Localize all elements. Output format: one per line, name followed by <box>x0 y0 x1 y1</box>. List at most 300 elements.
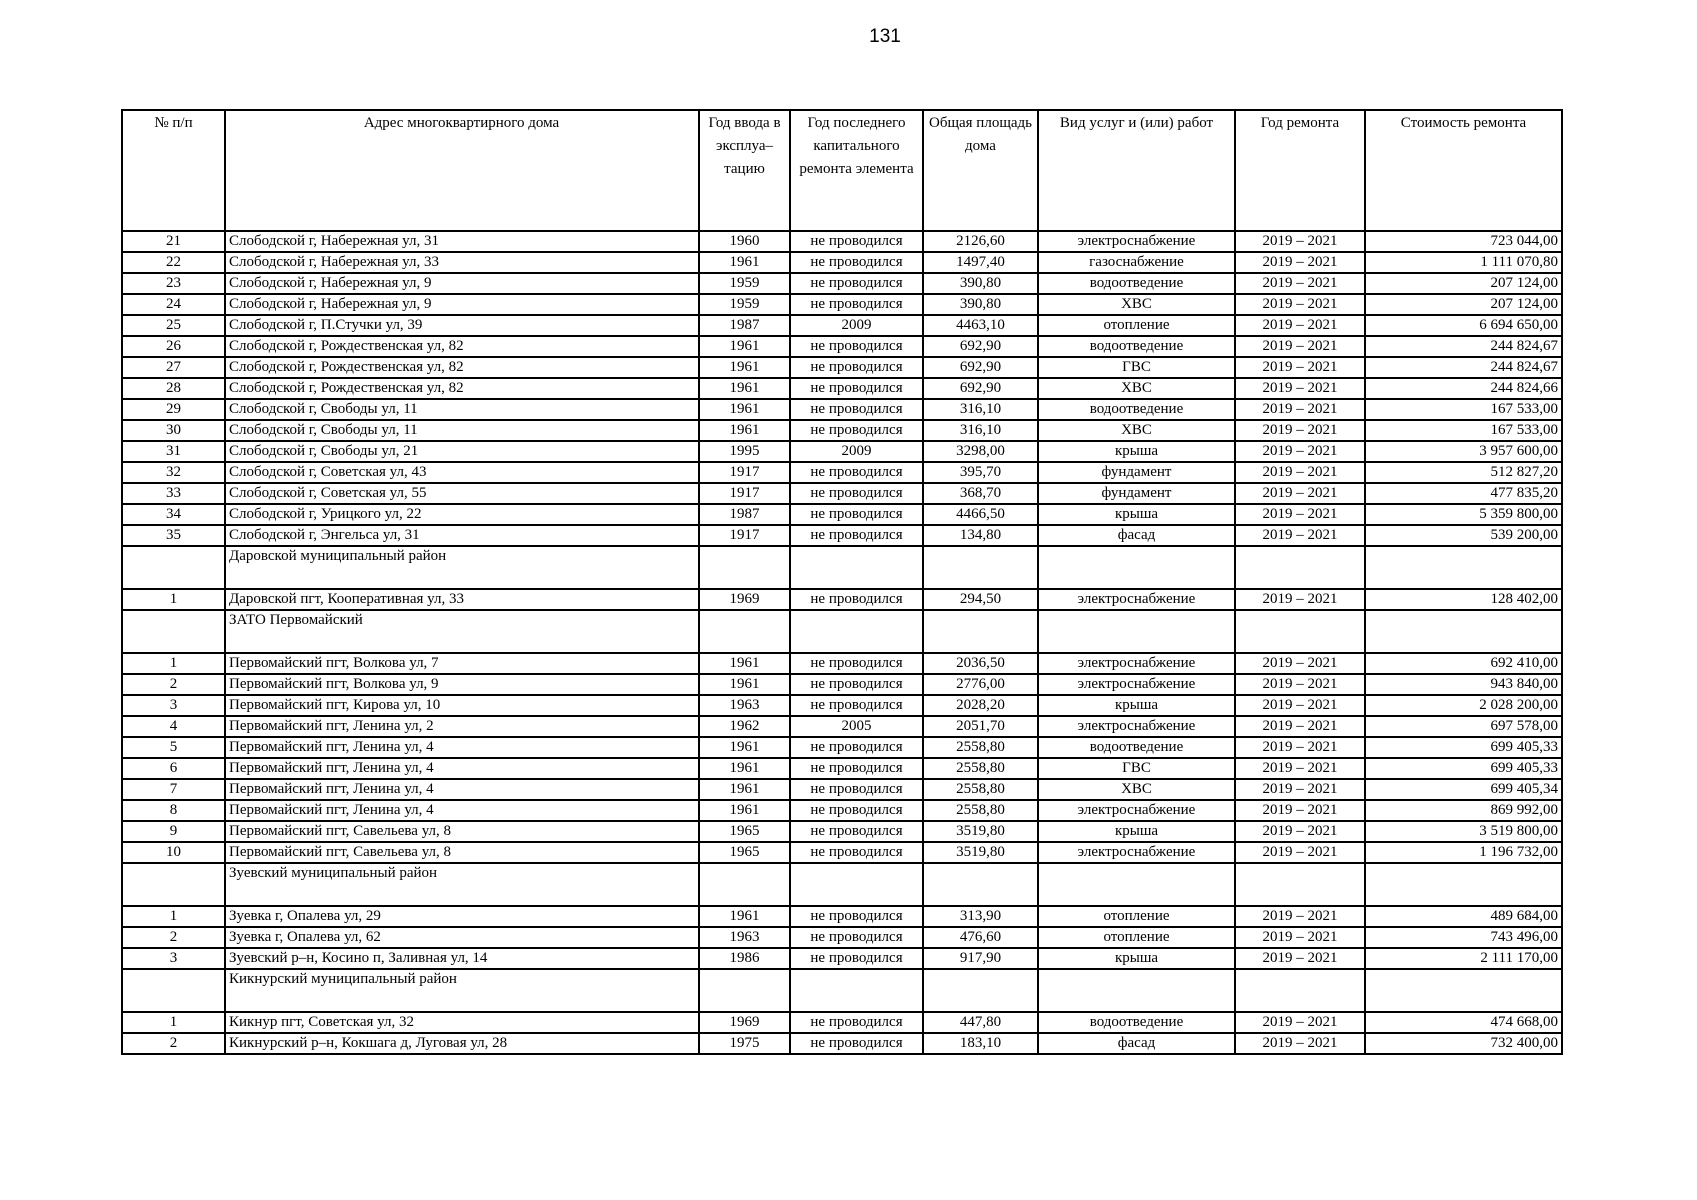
table-row <box>122 525 1562 546</box>
cell-cost: 6 694 650,00 <box>1365 315 1562 336</box>
cell-num: 1 <box>122 1012 225 1033</box>
cell-cost: 489 684,00 <box>1365 906 1562 927</box>
header-area: Общая площадь дома <box>923 110 1038 231</box>
cell-cost: 699 405,34 <box>1365 779 1562 800</box>
empty-cell <box>790 969 923 1012</box>
cell-address: Слободской г, Набережная ул, 9 <box>225 294 699 315</box>
cell-service: фасад <box>1038 525 1235 546</box>
cell-service: электроснабжение <box>1038 589 1235 610</box>
cell-cost: 732 400,00 <box>1365 1033 1562 1054</box>
cell-service: водоотведение <box>1038 273 1235 294</box>
cell-repair-year: 2019 – 2021 <box>1235 737 1365 758</box>
cell-cost: 743 496,00 <box>1365 927 1562 948</box>
table-row <box>122 294 1562 315</box>
cell-num: 21 <box>122 231 225 252</box>
cell-service: ХВС <box>1038 779 1235 800</box>
table-row <box>122 800 1562 821</box>
table-row <box>122 231 1562 252</box>
cell-address: Слободской г, П.Стучки ул, 39 <box>225 315 699 336</box>
cell-num: 2 <box>122 927 225 948</box>
table-row <box>122 483 1562 504</box>
cell-year-built: 1961 <box>699 758 790 779</box>
cell-service: крыша <box>1038 441 1235 462</box>
header-cost: Стоимость ремонта <box>1365 110 1562 231</box>
cell-area: 2776,00 <box>923 674 1038 695</box>
cell-last-repair: не проводился <box>790 420 923 441</box>
cell-service: водоотведение <box>1038 1012 1235 1033</box>
cell-year-built: 1917 <box>699 483 790 504</box>
cell-service: крыша <box>1038 504 1235 525</box>
cell-area: 447,80 <box>923 1012 1038 1033</box>
cell-cost: 477 835,20 <box>1365 483 1562 504</box>
cell-last-repair: не проводился <box>790 1012 923 1033</box>
empty-cell <box>1365 546 1562 589</box>
cell-cost: 474 668,00 <box>1365 1012 1562 1033</box>
cell-num: 35 <box>122 525 225 546</box>
cell-last-repair: не проводился <box>790 842 923 863</box>
cell-year-built: 1961 <box>699 336 790 357</box>
cell-service: водоотведение <box>1038 399 1235 420</box>
cell-last-repair: не проводился <box>790 231 923 252</box>
cell-service: отопление <box>1038 315 1235 336</box>
cell-last-repair: не проводился <box>790 525 923 546</box>
cell-last-repair: не проводился <box>790 800 923 821</box>
cell-year-built: 1969 <box>699 1012 790 1033</box>
cell-num: 34 <box>122 504 225 525</box>
cell-last-repair: не проводился <box>790 737 923 758</box>
cell-area: 313,90 <box>923 906 1038 927</box>
cell-address: Слободской г, Свободы ул, 21 <box>225 441 699 462</box>
cell-address: Первомайский пгт, Савельева ул, 8 <box>225 821 699 842</box>
cell-area: 390,80 <box>923 294 1038 315</box>
cell-area: 692,90 <box>923 378 1038 399</box>
empty-cell <box>1038 546 1235 589</box>
cell-repair-year: 2019 – 2021 <box>1235 674 1365 695</box>
cell-area: 2558,80 <box>923 779 1038 800</box>
cell-year-built: 1961 <box>699 906 790 927</box>
cell-address: Слободской г, Набережная ул, 9 <box>225 273 699 294</box>
section-title: Даровской муниципальный район <box>225 546 699 589</box>
cell-last-repair: не проводился <box>790 758 923 779</box>
cell-area: 390,80 <box>923 273 1038 294</box>
cell-service: фасад <box>1038 1033 1235 1054</box>
cell-address: Зуевский р–н, Косино п, Заливная ул, 14 <box>225 948 699 969</box>
cell-service: электроснабжение <box>1038 653 1235 674</box>
cell-num: 2 <box>122 1033 225 1054</box>
cell-service: водоотведение <box>1038 336 1235 357</box>
cell-repair-year: 2019 – 2021 <box>1235 273 1365 294</box>
cell-cost: 1 196 732,00 <box>1365 842 1562 863</box>
cell-cost: 1 111 070,80 <box>1365 252 1562 273</box>
cell-area: 134,80 <box>923 525 1038 546</box>
cell-service: крыша <box>1038 821 1235 842</box>
cell-cost: 167 533,00 <box>1365 420 1562 441</box>
cell-repair-year: 2019 – 2021 <box>1235 462 1365 483</box>
cell-service: газоснабжение <box>1038 252 1235 273</box>
cell-year-built: 1975 <box>699 1033 790 1054</box>
cell-cost: 512 827,20 <box>1365 462 1562 483</box>
cell-repair-year: 2019 – 2021 <box>1235 399 1365 420</box>
cell-service: фундамент <box>1038 483 1235 504</box>
empty-cell <box>1365 610 1562 653</box>
empty-cell <box>1235 610 1365 653</box>
cell-area: 2036,50 <box>923 653 1038 674</box>
cell-num: 28 <box>122 378 225 399</box>
cell-address: Слободской г, Урицкого ул, 22 <box>225 504 699 525</box>
header-service: Вид услуг и (или) работ <box>1038 110 1235 231</box>
cell-repair-year: 2019 – 2021 <box>1235 1033 1365 1054</box>
cell-area: 368,70 <box>923 483 1038 504</box>
cell-cost: 943 840,00 <box>1365 674 1562 695</box>
cell-repair-year: 2019 – 2021 <box>1235 231 1365 252</box>
table-row <box>122 842 1562 863</box>
cell-repair-year: 2019 – 2021 <box>1235 420 1365 441</box>
cell-area: 917,90 <box>923 948 1038 969</box>
cell-area: 1497,40 <box>923 252 1038 273</box>
cell-repair-year: 2019 – 2021 <box>1235 779 1365 800</box>
cell-repair-year: 2019 – 2021 <box>1235 252 1365 273</box>
cell-cost: 692 410,00 <box>1365 653 1562 674</box>
cell-last-repair: 2005 <box>790 716 923 737</box>
cell-area: 183,10 <box>923 1033 1038 1054</box>
cell-last-repair: не проводился <box>790 504 923 525</box>
cell-last-repair: не проводился <box>790 653 923 674</box>
cell-year-built: 1917 <box>699 462 790 483</box>
cell-num: 10 <box>122 842 225 863</box>
cell-cost: 128 402,00 <box>1365 589 1562 610</box>
empty-cell <box>1365 969 1562 1012</box>
cell-num: 33 <box>122 483 225 504</box>
cell-num: 8 <box>122 800 225 821</box>
cell-num: 31 <box>122 441 225 462</box>
cell-num: 26 <box>122 336 225 357</box>
section-row <box>122 969 1562 1012</box>
empty-cell <box>790 863 923 906</box>
cell-cost: 539 200,00 <box>1365 525 1562 546</box>
cell-num: 30 <box>122 420 225 441</box>
section-title: ЗАТО Первомайский <box>225 610 699 653</box>
table-row <box>122 420 1562 441</box>
cell-area: 3519,80 <box>923 842 1038 863</box>
cell-num: 22 <box>122 252 225 273</box>
cell-service: ХВС <box>1038 378 1235 399</box>
empty-cell <box>923 863 1038 906</box>
cell-cost: 699 405,33 <box>1365 758 1562 779</box>
cell-area: 294,50 <box>923 589 1038 610</box>
cell-num: 5 <box>122 737 225 758</box>
cell-last-repair: не проводился <box>790 294 923 315</box>
cell-repair-year: 2019 – 2021 <box>1235 504 1365 525</box>
cell-num: 23 <box>122 273 225 294</box>
cell-area: 3298,00 <box>923 441 1038 462</box>
cell-cost: 244 824,67 <box>1365 336 1562 357</box>
cell-year-built: 1961 <box>699 653 790 674</box>
cell-repair-year: 2019 – 2021 <box>1235 927 1365 948</box>
cell-repair-year: 2019 – 2021 <box>1235 483 1365 504</box>
page-number: 131 <box>869 26 901 47</box>
empty-cell <box>923 969 1038 1012</box>
cell-last-repair: не проводился <box>790 695 923 716</box>
cell-area: 316,10 <box>923 420 1038 441</box>
cell-address: Первомайский пгт, Ленина ул, 4 <box>225 800 699 821</box>
cell-address: Слободской г, Рождественская ул, 82 <box>225 357 699 378</box>
header-address: Адрес многоквартирного дома <box>225 110 699 231</box>
empty-cell <box>1235 969 1365 1012</box>
section-row <box>122 546 1562 589</box>
table-row <box>122 504 1562 525</box>
cell-num: 32 <box>122 462 225 483</box>
cell-cost: 2 028 200,00 <box>1365 695 1562 716</box>
cell-year-built: 1986 <box>699 948 790 969</box>
empty-cell <box>122 610 225 653</box>
cell-service: электроснабжение <box>1038 231 1235 252</box>
cell-year-built: 1987 <box>699 504 790 525</box>
table-row <box>122 336 1562 357</box>
cell-year-built: 1961 <box>699 420 790 441</box>
cell-last-repair: не проводился <box>790 927 923 948</box>
cell-year-built: 1969 <box>699 589 790 610</box>
cell-cost: 244 824,66 <box>1365 378 1562 399</box>
cell-address: Слободской г, Набережная ул, 31 <box>225 231 699 252</box>
cell-repair-year: 2019 – 2021 <box>1235 758 1365 779</box>
header-num: № п/п <box>122 110 225 231</box>
table-body <box>122 231 1562 1054</box>
cell-cost: 869 992,00 <box>1365 800 1562 821</box>
cell-address: Кикнур пгт, Советская ул, 32 <box>225 1012 699 1033</box>
cell-repair-year: 2019 – 2021 <box>1235 695 1365 716</box>
cell-year-built: 1959 <box>699 273 790 294</box>
empty-cell <box>699 610 790 653</box>
cell-year-built: 1995 <box>699 441 790 462</box>
empty-cell <box>122 546 225 589</box>
table-row <box>122 653 1562 674</box>
cell-year-built: 1965 <box>699 821 790 842</box>
cell-year-built: 1961 <box>699 357 790 378</box>
table-row <box>122 441 1562 462</box>
cell-num: 1 <box>122 589 225 610</box>
cell-year-built: 1963 <box>699 927 790 948</box>
table-row <box>122 737 1562 758</box>
section-title: Зуевский муниципальный район <box>225 863 699 906</box>
cell-repair-year: 2019 – 2021 <box>1235 525 1365 546</box>
cell-service: водоотведение <box>1038 737 1235 758</box>
table-row <box>122 273 1562 294</box>
cell-address: Слободской г, Энгельса ул, 31 <box>225 525 699 546</box>
table-row <box>122 357 1562 378</box>
cell-repair-year: 2019 – 2021 <box>1235 653 1365 674</box>
cell-cost: 207 124,00 <box>1365 273 1562 294</box>
cell-year-built: 1961 <box>699 399 790 420</box>
empty-cell <box>122 969 225 1012</box>
cell-year-built: 1959 <box>699 294 790 315</box>
cell-last-repair: не проводился <box>790 1033 923 1054</box>
cell-num: 4 <box>122 716 225 737</box>
table-row <box>122 399 1562 420</box>
cell-area: 2558,80 <box>923 737 1038 758</box>
table-row <box>122 462 1562 483</box>
cell-service: ХВС <box>1038 420 1235 441</box>
cell-num: 9 <box>122 821 225 842</box>
cell-service: электроснабжение <box>1038 842 1235 863</box>
cell-year-built: 1961 <box>699 800 790 821</box>
cell-address: Зуевка г, Опалева ул, 62 <box>225 927 699 948</box>
cell-last-repair: не проводился <box>790 462 923 483</box>
table-header-row <box>122 110 1562 231</box>
cell-cost: 3 957 600,00 <box>1365 441 1562 462</box>
cell-year-built: 1962 <box>699 716 790 737</box>
cell-address: Кикнурский р–н, Кокшага д, Луговая ул, 28 <box>225 1033 699 1054</box>
cell-last-repair: не проводился <box>790 906 923 927</box>
cell-address: Первомайский пгт, Волкова ул, 7 <box>225 653 699 674</box>
cell-area: 395,70 <box>923 462 1038 483</box>
header-year-built: Год ввода в эксплуа–тацию <box>699 110 790 231</box>
cell-area: 2028,20 <box>923 695 1038 716</box>
cell-repair-year: 2019 – 2021 <box>1235 336 1365 357</box>
cell-year-built: 1917 <box>699 525 790 546</box>
cell-repair-year: 2019 – 2021 <box>1235 357 1365 378</box>
table-row <box>122 674 1562 695</box>
cell-address: Первомайский пгт, Кирова ул, 10 <box>225 695 699 716</box>
cell-cost: 167 533,00 <box>1365 399 1562 420</box>
cell-cost: 699 405,33 <box>1365 737 1562 758</box>
table-row <box>122 589 1562 610</box>
cell-cost: 244 824,67 <box>1365 357 1562 378</box>
cell-service: электроснабжение <box>1038 800 1235 821</box>
cell-num: 6 <box>122 758 225 779</box>
table-row <box>122 821 1562 842</box>
cell-last-repair: 2009 <box>790 315 923 336</box>
cell-year-built: 1961 <box>699 674 790 695</box>
cell-area: 316,10 <box>923 399 1038 420</box>
cell-last-repair: не проводился <box>790 821 923 842</box>
cell-last-repair: не проводился <box>790 378 923 399</box>
section-row <box>122 863 1562 906</box>
cell-last-repair: не проводился <box>790 399 923 420</box>
table-row <box>122 716 1562 737</box>
cell-cost: 207 124,00 <box>1365 294 1562 315</box>
cell-area: 476,60 <box>923 927 1038 948</box>
cell-num: 1 <box>122 906 225 927</box>
cell-address: Слободской г, Свободы ул, 11 <box>225 420 699 441</box>
cell-address: Даровской пгт, Кооперативная ул, 33 <box>225 589 699 610</box>
empty-cell <box>923 610 1038 653</box>
cell-last-repair: не проводился <box>790 589 923 610</box>
cell-service: ХВС <box>1038 294 1235 315</box>
empty-cell <box>1365 863 1562 906</box>
cell-service: электроснабжение <box>1038 716 1235 737</box>
cell-cost: 723 044,00 <box>1365 231 1562 252</box>
cell-num: 25 <box>122 315 225 336</box>
empty-cell <box>790 610 923 653</box>
cell-repair-year: 2019 – 2021 <box>1235 441 1365 462</box>
cell-area: 4463,10 <box>923 315 1038 336</box>
cell-service: фундамент <box>1038 462 1235 483</box>
cell-service: ГВС <box>1038 758 1235 779</box>
cell-cost: 5 359 800,00 <box>1365 504 1562 525</box>
repair-table <box>121 109 1563 1055</box>
cell-repair-year: 2019 – 2021 <box>1235 294 1365 315</box>
cell-num: 3 <box>122 695 225 716</box>
header-repair-year: Год ремонта <box>1235 110 1365 231</box>
table-row <box>122 948 1562 969</box>
table-row <box>122 779 1562 800</box>
table-row <box>122 906 1562 927</box>
cell-repair-year: 2019 – 2021 <box>1235 378 1365 399</box>
cell-service: ГВС <box>1038 357 1235 378</box>
table-row <box>122 315 1562 336</box>
cell-year-built: 1960 <box>699 231 790 252</box>
cell-area: 692,90 <box>923 357 1038 378</box>
cell-cost: 697 578,00 <box>1365 716 1562 737</box>
empty-cell <box>1235 863 1365 906</box>
cell-year-built: 1961 <box>699 252 790 273</box>
cell-year-built: 1963 <box>699 695 790 716</box>
cell-service: крыша <box>1038 948 1235 969</box>
cell-repair-year: 2019 – 2021 <box>1235 821 1365 842</box>
cell-cost: 3 519 800,00 <box>1365 821 1562 842</box>
cell-area: 2126,60 <box>923 231 1038 252</box>
cell-last-repair: не проводился <box>790 779 923 800</box>
cell-area: 2051,70 <box>923 716 1038 737</box>
cell-address: Первомайский пгт, Ленина ул, 2 <box>225 716 699 737</box>
table-row <box>122 758 1562 779</box>
cell-repair-year: 2019 – 2021 <box>1235 716 1365 737</box>
table-row <box>122 1012 1562 1033</box>
empty-cell <box>699 863 790 906</box>
cell-last-repair: не проводился <box>790 273 923 294</box>
cell-address: Слободской г, Набережная ул, 33 <box>225 252 699 273</box>
cell-address: Первомайский пгт, Ленина ул, 4 <box>225 779 699 800</box>
cell-last-repair: не проводился <box>790 483 923 504</box>
cell-repair-year: 2019 – 2021 <box>1235 589 1365 610</box>
table-row <box>122 252 1562 273</box>
table-row <box>122 927 1562 948</box>
cell-repair-year: 2019 – 2021 <box>1235 842 1365 863</box>
cell-year-built: 1961 <box>699 779 790 800</box>
empty-cell <box>790 546 923 589</box>
cell-address: Зуевка г, Опалева ул, 29 <box>225 906 699 927</box>
cell-address: Слободской г, Советская ул, 55 <box>225 483 699 504</box>
cell-area: 692,90 <box>923 336 1038 357</box>
cell-year-built: 1961 <box>699 737 790 758</box>
section-row <box>122 610 1562 653</box>
cell-num: 7 <box>122 779 225 800</box>
cell-last-repair: не проводился <box>790 336 923 357</box>
cell-service: крыша <box>1038 695 1235 716</box>
cell-address: Слободской г, Рождественская ул, 82 <box>225 378 699 399</box>
empty-cell <box>122 863 225 906</box>
cell-area: 3519,80 <box>923 821 1038 842</box>
cell-area: 2558,80 <box>923 758 1038 779</box>
table-row <box>122 695 1562 716</box>
cell-num: 27 <box>122 357 225 378</box>
cell-address: Первомайский пгт, Волкова ул, 9 <box>225 674 699 695</box>
cell-service: электроснабжение <box>1038 674 1235 695</box>
cell-service: отопление <box>1038 927 1235 948</box>
cell-repair-year: 2019 – 2021 <box>1235 1012 1365 1033</box>
cell-last-repair: не проводился <box>790 252 923 273</box>
cell-service: отопление <box>1038 906 1235 927</box>
cell-area: 2558,80 <box>923 800 1038 821</box>
empty-cell <box>1235 546 1365 589</box>
cell-last-repair: не проводился <box>790 948 923 969</box>
empty-cell <box>1038 969 1235 1012</box>
cell-year-built: 1965 <box>699 842 790 863</box>
cell-repair-year: 2019 – 2021 <box>1235 315 1365 336</box>
cell-num: 29 <box>122 399 225 420</box>
cell-num: 3 <box>122 948 225 969</box>
header-last-repair: Год последнего капитального ремонта элемента <box>790 110 923 231</box>
